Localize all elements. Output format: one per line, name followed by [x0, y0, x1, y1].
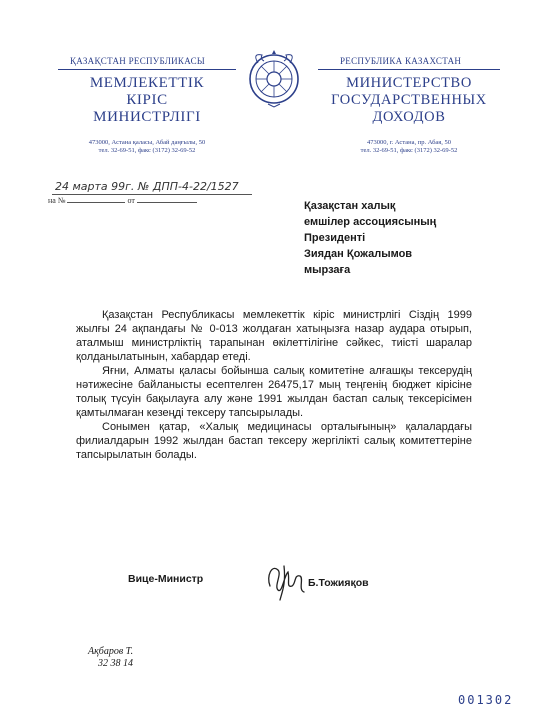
left-org-name — [58, 75, 236, 126]
right-address-line2: тел. 32-69-51, факс (3172) 32-69-52 — [360, 147, 458, 154]
right-org-line3: ДОХОДОВ — [372, 109, 446, 125]
reference-prefix-label: на — [48, 196, 56, 205]
body-paragraph-1: Қазақстан Республикасы мемлекеттік кіріс министрлігі Сіздің 1999 жылғы 24 ақпандағы № 0-013 жолдаған хатыңызға назар аудара отырып, аталмыш министрліктің тарапынан өкілеттілігіне сәйкес, тиісті шаралар қолданылатынын, хабардар етеді. — [76, 309, 472, 363]
right-header-rule — [318, 69, 500, 70]
right-address-line1: 473000, г. Астана, пр. Абая, 50 — [366, 139, 452, 146]
reference-prefix-row — [48, 196, 197, 205]
right-address — [318, 139, 500, 155]
left-org-line3: МИНИСТРЛІГІ — [93, 109, 201, 125]
left-org-line2: КІРІС — [126, 92, 168, 108]
right-country: РЕСПУБЛИКА КАЗАХСТАН — [340, 56, 462, 66]
right-org-line2: ГОСУДАРСТВЕННЫХ — [331, 92, 487, 108]
letter-body — [76, 308, 472, 462]
left-org-line1: МЕМЛЕКЕТТІК — [89, 75, 205, 91]
left-address-line1: 473000, Астана қаласы, Абай даңғылы, 50 — [88, 139, 206, 146]
right-org-name — [318, 75, 500, 126]
kazakhstan-emblem-icon — [248, 49, 300, 109]
recipient-line4: Зиядан Қожалымов — [304, 248, 413, 260]
left-address-line2: тел. 32-69-51, факс (3172) 32-69-52 — [98, 147, 196, 154]
handwritten-reference: 24 марта 99г. № ДПП-4-22/1527 — [55, 180, 239, 193]
body-paragraph-3: Сонымен қатар, «Халық медицинасы орталығының» қалалардағы филиалдарын 1992 жылдан бастап тексеру жергілікті салық комитеттеріне тапсырылатын болады. — [76, 421, 472, 461]
recipient-line1: Қазақстан халық — [304, 200, 396, 212]
body-paragraph-2: Яғни, Алматы қаласы бойынша салық комитетіне алғашқы тексерудің нәтижесіне байланысты есептелген 26475,17 мың теңгенің бюджет кірісіне толық түсуін бақылауға алу және 1991 жылдан бастап салық тексерісімен қамтылмаған кезеңді тексеру тапсырылады. — [76, 365, 472, 419]
executor-block — [88, 646, 133, 670]
recipient-block — [304, 198, 436, 278]
recipient-line2: емшілер ассоциясының — [304, 216, 437, 228]
left-address — [58, 139, 236, 155]
recipient-line5: мырзаға — [304, 264, 351, 276]
handwritten-signature — [262, 556, 312, 604]
reference-from-label: от — [127, 196, 135, 205]
reference-number-label: № — [57, 196, 66, 205]
left-header-rule — [58, 69, 236, 70]
executor-name: Ақбаров Т. — [88, 646, 134, 657]
serial-number-stamp: 001302 — [458, 693, 514, 707]
recipient-line3: Президенті — [304, 232, 366, 244]
reference-line-1 — [52, 194, 252, 195]
left-country: ҚАЗАҚСТАН РЕСПУБЛИКАСЫ — [70, 56, 206, 66]
signatory-name: Б.Тожияқов — [308, 577, 369, 589]
signatory-title: Вице-Министр — [128, 573, 204, 585]
executor-phone: 32 38 14 — [98, 658, 133, 669]
right-org-line1: МИНИСТЕРСТВО — [346, 75, 472, 91]
